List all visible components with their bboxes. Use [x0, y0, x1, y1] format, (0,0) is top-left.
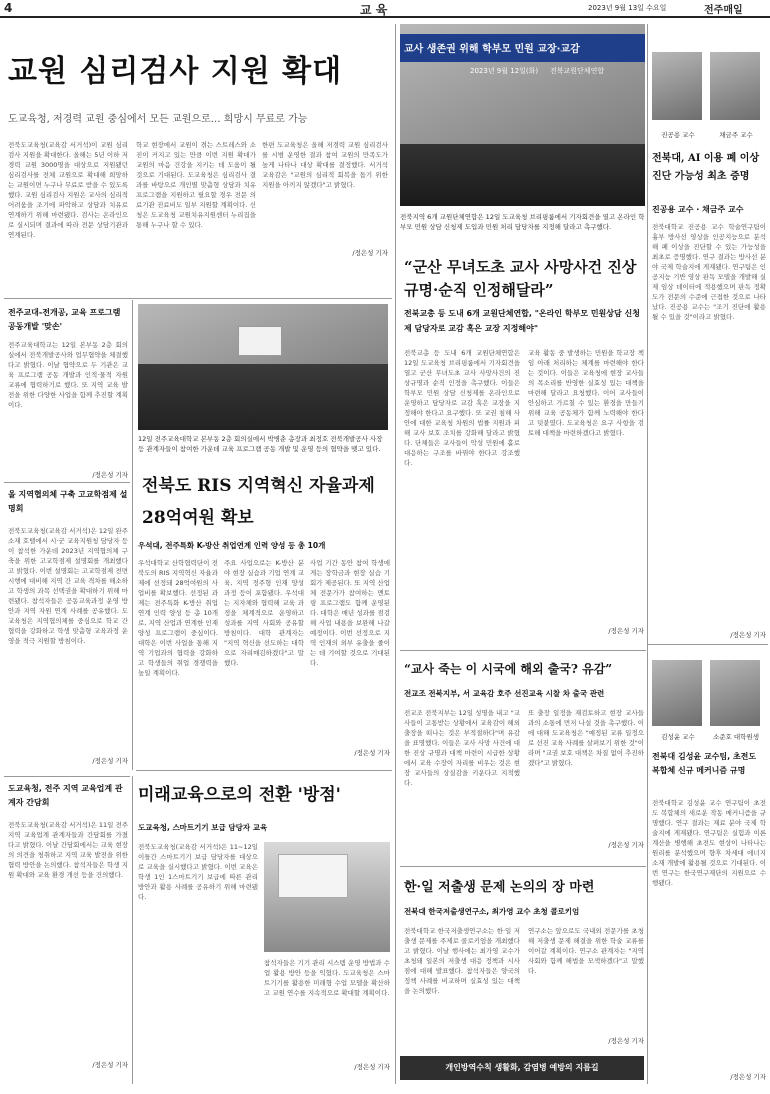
a4-headline: 전주교대-전개공, 교육 프로그램 공동개발 '맞손': [8, 308, 121, 331]
a2-protest-photo: [400, 24, 645, 206]
a5-byline: /정은성 기자: [354, 749, 390, 757]
a3-photo-chae: [710, 52, 760, 120]
a7-col2: 또 출장 일정을 재검토하고 현장 교사들과의 소통에 먼저 나설 것을 촉구했다. 이에 대해 도교육청은 "예정된 교류 일정으로 선진 교육 사례를 살펴보기 위한 것"이라며 "교권 보호 대책은 차질 없이 추진하겠다"고 밝혔다.: [528, 709, 644, 767]
a2-byline: /정은성 기자: [608, 627, 644, 635]
a10-seminar-photo: [264, 842, 390, 952]
a10-col2: 참석자들은 기기 관리 시스템 운영 방법과 수업 활용 방안 등을 익혔다. 도교육청은 스마트기기를 활용한 미래형 수업 모델을 확산하고 교원 연수를 지속적으로 확대할 계획이다.: [264, 959, 390, 997]
a1-col2: 학교 현장에서 교원이 겪는 스트레스와 소진이 커지고 있는 만큼 이번 지원 확대가 교원의 마음 건강을 지키는 데 도움이 될 것으로 기대된다. 도교육청은 심리검사 결과를 바탕으로 개인별 맞춤형 상담과 치유 프로그램을 지원하고 필요할 경우 전문 의료기관 진료비도 일부 지원할 계획이다. 신청은 도교육청 교원치유지원센터 누리집을 통해 누구나 할 수 있다.: [136, 141, 256, 229]
a3-body: 전북대학교 진공용 교수 학술연구팀이 흉부 방사선 영상을 인공지능으로 분석해 폐 이상을 진단할 수 있는 가능성을 최초로 증명했다. 연구 결과는 방사선 분야 국제 학술지에 게재됐다. 연구팀은 인공지능 기반 영상 판독 모델을 개발해 실제 임상 데이터에 적용했으며 판독 정확도가 전문의 수준에 근접한 것으로 나타났다. 진공용 교수는 "조기 진단에 활용될 수 있을 것"이라고 밝혔다.: [652, 223, 766, 321]
a9-body: 전북도교육청(교육감 서거석)은 11일 전주 지역 교육업계 관계자들과 간담회를 가졌다고 밝혔다. 이날 간담회에서는 교육 현장의 의견을 청취하고 지역 교육 발전을 위한 협력 방안을 논의했다. 참석자들은 학생 지원 확대와 교육 환경 개선 등을 건의했다.: [8, 821, 128, 879]
a2-banner-date: 2023년 9월 12일(화): [470, 67, 539, 75]
masthead: [0, 0, 770, 16]
a2-col1: 전북교총 등 도내 6개 교원단체연합은 12일 도교육청 브리핑룸에서 기자회견을 열고 군산 무녀도초 교사 사망사건의 진상규명과 순직 인정을 촉구했다. 이들은 학부모 민원 상담 신청제를 온라인으로 운영하고 담당자로 교감 혹은 교장을 지정해야 한다고 요구했다. 또 교권 침해 사안에 대한 교육청 차원의 법률 지원과 피해 교사 보호 조치를 강화해 달라고 밝혔다. 단체들은 교사들이 악성 민원에 홀로 대응하는 구조를 바꿔야 한다고 강조했다.: [404, 349, 520, 467]
a2-quote-headline: “군산 무녀도초 교사 사망사건 진상규명·순직 인정해달라”: [404, 258, 637, 299]
a3-byline: /정은성 기자: [730, 631, 766, 639]
a3-headline: 전북대, AI 이용 폐 이상 진단 가능성 최초 증명: [652, 153, 760, 182]
issue-date: 2023년 9월 13일 수요일: [588, 4, 667, 12]
a10-col1: 전북도교육청(교육감 서거석)은 11~12일 이틀간 스마트기기 보급 담당자를 대상으로 교육을 실시했다고 밝혔다. 이번 교육은 학생 1인 1스마트기기 보급에 따른 관리 방안과 활용 사례를 공유하기 위해 마련됐다.: [138, 843, 258, 901]
a11-subhead: 전북대 한국저출생연구소, 최가영 교수 초청 콜로키엄: [404, 907, 580, 916]
a8-photo-kim: [652, 660, 702, 726]
footer-banner-text: 개인방역수칙 생활화, 감염병 예방의 지름길: [445, 1063, 599, 1072]
a2-banner-org: 전북교원단체연합: [550, 67, 605, 75]
a6-headline: 올 지역협의체 구축 고교학점제 설명회: [8, 490, 128, 513]
a5-headline: 전북도 RIS 지역혁신 자율과제 28억여원 확보: [142, 476, 375, 528]
a5-col1: 우석대학교 산학협력단이 전북도의 RIS 지역혁신 자율과제에 선정돼 28억여원의 사업비를 확보했다. 선정된 과제는 전주특화 K-방산 취업연계 인력 양성 등 총 10개로, 지역 산업과 연계한 인재 양성 프로그램이 중심이다. 대학은 이번 사업을 통해 지역 기업과의 협력을 강화하고 학생들의 취업 경쟁력을 높일 계획이다.: [138, 559, 218, 677]
paper-name: 전주매일: [704, 5, 743, 16]
a11-byline: /정은성 기자: [608, 1037, 644, 1045]
a3-photo2-caption: 채금주 교수: [719, 131, 753, 139]
a10-byline: /정은성 기자: [354, 1063, 390, 1071]
a2-banner-text: 교사 생존권 위해 학부모 민원 교장·교감: [404, 44, 580, 55]
a2-subhead: 전북교총 등 도내 6개 교원단체연합, "온라인 학부모 민원상담 신청제 담당자로 교감 혹은 교장 지정해야": [404, 309, 640, 333]
a5-subhead: 우석대, 전주특화 K-방산 취업연계 인력 양성 등 총 10개: [138, 541, 326, 550]
a10-subhead: 도교육청, 스마트기기 보급 담당자 교육: [138, 823, 268, 832]
a8-photo2-caption: 소준호 대학원생: [712, 733, 760, 741]
page-number: 4: [4, 1, 13, 15]
a4-body: 전주교육대학교는 12일 본부동 2층 회의실에서 전북개발공사와 업무협약을 체결했다고 밝혔다. 이날 협약으로 두 기관은 교육 프로그램 공동 개발과 인적·물적 자원 교류에 협력하기로 했다. 또 지역 교육 발전을 위한 다양한 사업을 함께 추진할 계획이다.: [8, 341, 128, 409]
a10-headline: 미래교육으로의 전환 '방점': [138, 785, 341, 805]
a8-body: 전북대학교 김성윤 교수 연구팀이 초전도 복합체의 새로운 작동 메커니즘을 규명했다. 연구 결과는 재료 분야 국제 학술지에 게재됐다. 연구팀은 실험과 이론 계산을 병행해 초전도 현상이 나타나는 원리를 분석했으며 향후 차세대 에너지 소재 개발에 활용될 것으로 기대된다. 이번 연구는 한국연구재단의 지원으로 수행됐다.: [652, 799, 766, 887]
a2-caption: 전북지역 6개 교원단체연합은 12일 도교육청 브리핑룸에서 기자회견을 열고 온라인 학부모 민원 상담 신청제 도입과 민원 처리 담당자를 지정해 달라고 촉구했다.: [400, 213, 645, 231]
a4-byline: /정은성 기자: [92, 471, 128, 479]
a6-body: 전북도교육청(교육감 서거석)은 12일 완주 소재 호텔에서 시·군 교육지원청 담당자 등이 참석한 가운데 2023년 지역협의체 구축을 위한 고교학점제 설명회를 개최했다고 밝혔다. 이번 설명회는 고교학점제 전면 시행에 대비해 지역 간 교육 격차를 해소하고 학생의 과목 선택권을 확대하기 위해 마련됐다. 참석자들은 공동교육과정 운영 방안과 지역 자원 연계 사례를 공유했다. 도교육청은 지역협의체를 중심으로 학교 간 협력을 강화하고 학생 맞춤형 교육과정 운영을 적극 지원할 방침이다.: [8, 527, 128, 645]
a6-byline: /정은성 기자: [92, 757, 128, 765]
a3-subhead: 진공용 교수 · 채금주 교수: [652, 205, 744, 214]
a7-col1: 전교조 전북지부는 12일 성명을 내고 "교사들이 고통받는 상황에서 교육감이 해외 출장을 떠나는 것은 부적절하다"며 유감을 표명했다. 이들은 교사 사망 사건에 대한 진상 규명과 대책 마련이 시급한 상황에서 교육 수장이 자리를 비우는 것은 현장 교사들의 상실감을 키운다고 지적했다.: [404, 709, 520, 787]
section-title: 교 육: [360, 3, 388, 16]
a9-byline: /정은성 기자: [92, 1061, 128, 1069]
a11-col2: 연구소는 앞으로도 국내외 전문가를 초청해 저출생 문제 해결을 위한 학술 교류를 이어갈 계획이다. 연구소 관계자는 "지역 사회와 함께 해법을 모색하겠다"고 말했다.: [528, 927, 644, 975]
a7-byline: /정은성 기자: [608, 841, 644, 849]
a1-subhead: 도교육청, 저경력 교원 중심에서 모든 교원으로… 희망시 무료로 가능: [8, 114, 308, 125]
a7-headline: “교사 죽는 이 시국에 해외 출국? 유감”: [404, 662, 613, 676]
a5-signing-photo: [138, 304, 388, 430]
a8-byline: /정은성 기자: [730, 1073, 766, 1081]
a5-photo-caption: 12일 전주교육대학교 본부동 2층 회의실에서 박병춘 총장과 최정호 전북개발공사 사장 등 관계자들이 참여한 가운데 교육 프로그램 공동 개발 및 운영 등의 협약을 맺고 있다.: [138, 435, 383, 453]
a8-headline: 전북대 김성윤 교수팀, 초전도 복합체 신규 메커니즘 규명: [652, 752, 757, 775]
a7-subhead: 전교조 전북지부, 서 교육감 호주 선진교육 시찰 차 출국 관련: [404, 689, 605, 698]
a11-col1: 전북대학교 한국저출생연구소는 한·일 저출생 문제를 주제로 콜로키엄을 개최했다고 밝혔다. 이날 행사에는 최가영 교수가 초청돼 일본의 저출생 대응 정책과 시사점에 대해 발표했다. 참석자들은 양국의 정책 사례를 비교하며 실효성 있는 대책을 논의했다.: [404, 927, 520, 995]
a8-photo1-caption: 김성윤 교수: [661, 733, 695, 741]
a5-col3: 사업 기간 동안 참여 학생에게는 장학금과 현장 실습 기회가 제공된다. 또 지역 산업체 전문가가 참여하는 멘토링 프로그램도 함께 운영된다. 대학은 매년 성과를 점검해 사업 내용을 보완해 나갈 예정이다. 이번 선정으로 지역 인재의 외부 유출을 줄이는 데 기여할 것으로 기대된다.: [310, 559, 390, 667]
a2-col2: 교육 활동 중 발생하는 민원을 학교장 책임 아래 처리하는 체계를 마련해야 한다는 것이다. 이들은 교육청에 현장 교사들의 목소리를 반영한 실효성 있는 대책을 마련해 달라고 요청했다. 이어 교사들이 안심하고 가르칠 수 있는 환경을 만들기 위해 교육 공동체가 함께 노력해야 한다고 덧붙였다. 도교육청은 요구 사항을 검토해 대책을 마련하겠다고 밝혔다.: [528, 349, 644, 437]
a1-byline: /정은성 기자: [352, 249, 388, 257]
a1-col3: 한편 도교육청은 올해 저경력 교원 심리검사를 시범 운영한 결과 참여 교원의 만족도가 높게 나타나 대상 확대를 결정했다. 서거석 교육감은 "교원의 심리적 회복을 돕기 위한 지원을 아끼지 않겠다"고 밝혔다.: [262, 141, 388, 189]
a3-photo1-caption: 진공용 교수: [661, 131, 695, 139]
a8-photo-so: [710, 660, 760, 726]
a5-col2: 주요 사업으로는 K-방산 분야 현장 실습과 기업 연계 교육, 지역 정주형 인재 양성 과정 등이 포함됐다. 우석대는 지자체와 협력해 교육 과정을 체계적으로 운영하고 성과를 지역 사회와 공유할 방침이다. 대학 관계자는 "지역 혁신을 선도하는 대학으로 자리매김하겠다"고 말했다.: [224, 559, 304, 667]
a1-headline: 교원 심리검사 지원 확대: [8, 54, 343, 86]
footer-banner: [400, 1056, 644, 1080]
a11-headline: 한·일 저출생 문제 논의의 장 마련: [404, 880, 595, 895]
a9-headline: 도교육청, 전주 지역 교육업계 관계자 간담회: [8, 784, 123, 807]
a1-col1: 전북도교육청(교육감 서거석)이 교원 심리검사 지원을 확대한다. 올해는 5년 이하 저경력 교원 3000명을 대상으로 지원됐던 심리검사를 전체 교원으로 확대해 희망하는 교원이면 누구나 무료로 받을 수 있도록 했다. 교원 심리검사 지원은 교사의 심리적 어려움을 조기에 파악하고 상담과 치유로 연계하기 위해 마련됐다. 검사는 온라인으로 실시되며 결과에 따라 전문 상담기관과 연계된다.: [8, 141, 128, 239]
a3-photo-jin: [652, 52, 702, 120]
masthead-rule: [0, 16, 770, 18]
